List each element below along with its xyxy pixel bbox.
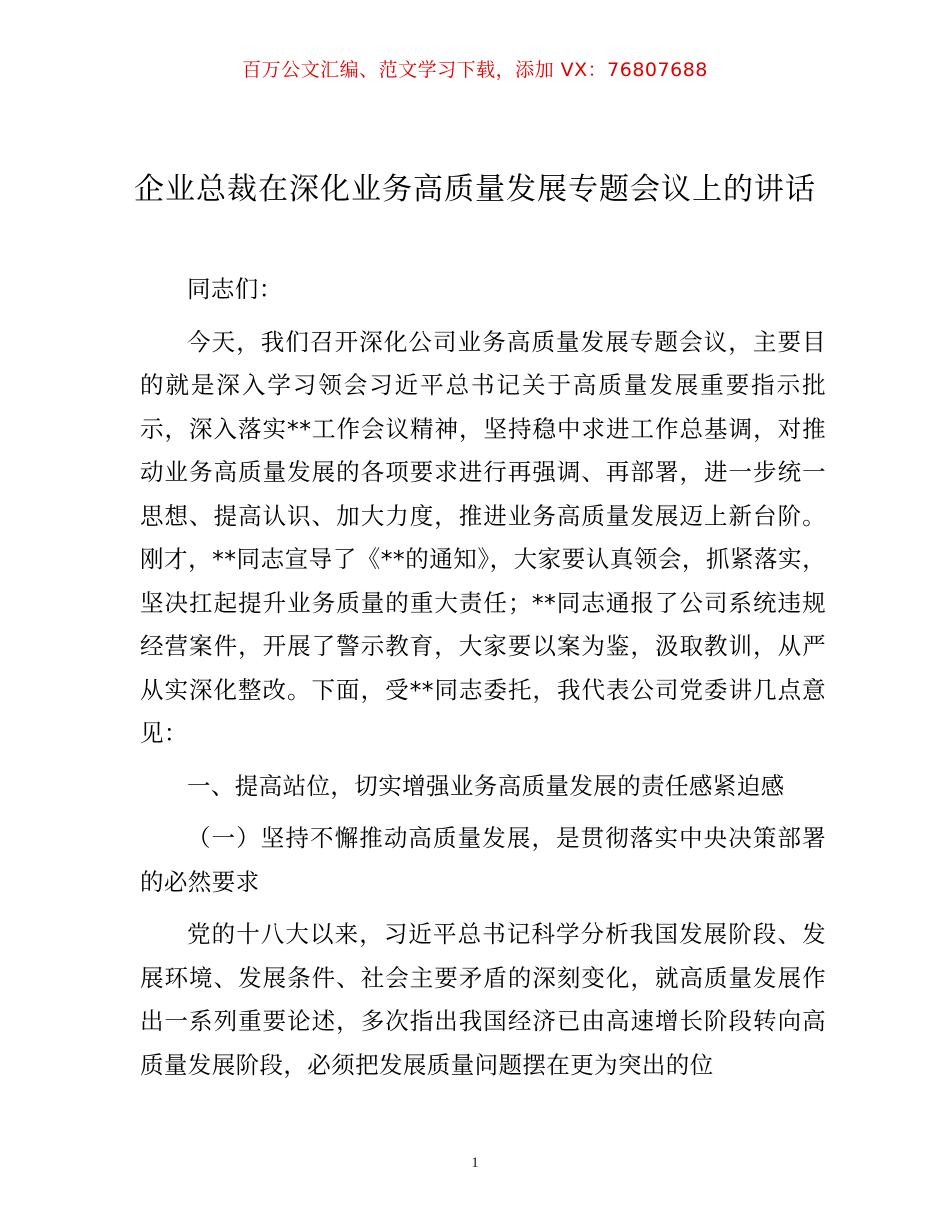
document-title: 企业总裁在深化业务高质量发展专题会议上的讲话 xyxy=(134,172,816,207)
watermark-header: 百万公文汇编、范文学习下载，添加 VX：76807688 xyxy=(242,59,708,81)
section-heading: 一、提高站位，切实增强业务高质量发展的责任感紧迫感 xyxy=(187,771,785,800)
paragraph-intro: 今天，我们召开深化公司业务高质量发展专题会议，主要目的就是深入学习领会习近平总书记关于高质量发展重要指示批示，深入落实**工作会议精神，坚持稳中求进工作总基调，对推动业务高质量发展的各项要求进行再强调、再部署，进一步统一思想、提高认识、加大力度，推进业务高质量发展迈上新台阶。刚才，**同志宣导了《**的通知》，大家要认真领会，抓紧落实，坚决扛起提升业务质量的重大责任；**同志通报了公司系统违规经营案件，开展了警示教育，大家要以案为鉴，汲取教训，从严从实深化整改。下面，受**同志委托，我代表公司党委讲几点意见： xyxy=(140,327,826,747)
greeting: 同志们： xyxy=(187,275,283,303)
page-number: 1 xyxy=(471,1155,479,1171)
subsection-heading: （一）坚持不懈推动高质量发展，是贯彻落实中央决策部署的必然要求 xyxy=(140,824,826,896)
paragraph-body: 党的十八大以来，习近平总书记科学分析我国发展阶段、发展环境、发展条件、社会主要矛盾的深刻变化，就高质量发展作出一系列重要论述，多次指出我国经济已由高速增长阶段转向高质量发展阶段，必须把发展质量问题摆在更为突出的位 xyxy=(140,920,826,1079)
document-body xyxy=(140,268,826,1096)
